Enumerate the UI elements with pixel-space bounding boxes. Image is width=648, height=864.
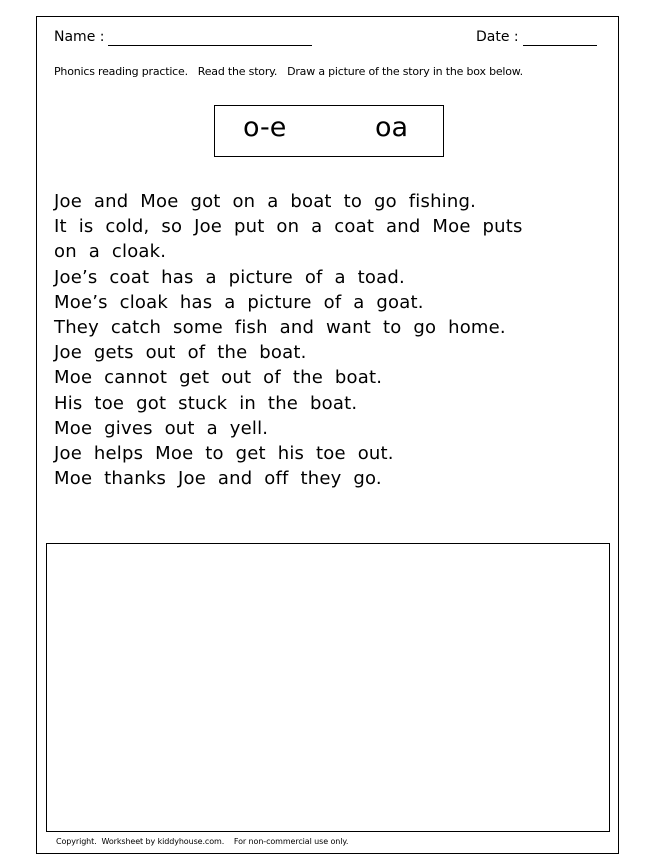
name-row [54,28,312,46]
phonics-sound-box [214,105,444,157]
date-label: Date : [476,29,519,45]
story-line: Moe gives out a yell. [54,417,269,439]
name-blank-line[interactable] [108,29,312,46]
story-line: Joe’s coat has a picture of a toad. [54,266,405,288]
story-line: Joe gets out of the boat. [54,342,307,364]
story-line: Joe helps Moe to get his toe out. [54,443,394,465]
drawing-box[interactable] [46,543,610,832]
story-text [54,189,614,491]
date-row [476,28,597,46]
story-line: Moe cannot get out of the boat. [54,367,383,389]
story-line: Moe thanks Joe and off they go. [54,468,382,490]
instructions: Phonics reading practice. Read the story. Draw a picture of the story in the box below. [54,65,523,78]
sound-o-e: o-e [243,112,287,143]
story-line: Joe and Moe got on a boat to go fishing. [54,191,477,212]
story-line: Moe’s cloak has a picture of a goat. [54,291,424,313]
story-line: His toe got stuck in the boat. [54,392,358,414]
story-line: They catch some fish and want to go home. [54,317,506,339]
sound-oa: oa [375,112,409,143]
date-blank-line[interactable] [523,29,597,46]
name-label: Name : [54,29,105,45]
footer-copyright: Copyright. Worksheet by kiddyhouse.com. For non-commercial use only. [56,837,349,846]
story-line: It is cold, so Joe put on a coat and Moe puts [54,216,523,238]
story-line: on a cloak. [54,241,167,263]
